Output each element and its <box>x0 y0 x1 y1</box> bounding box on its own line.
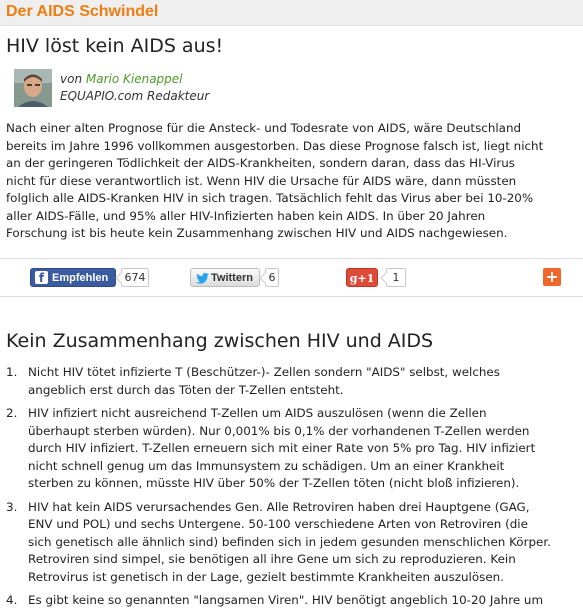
facebook-icon: f <box>35 271 48 284</box>
google-plus-count <box>386 268 406 287</box>
facebook-count <box>121 268 149 287</box>
list-item-number: 3. <box>6 499 18 514</box>
list-item <box>0 592 583 610</box>
author-role: EQUAPIO.com Redakteur <box>60 89 210 103</box>
list-item-text <box>28 364 583 399</box>
divider <box>0 296 583 297</box>
byline-prefix: von <box>60 72 86 86</box>
byline-author-line <box>60 71 209 88</box>
intro-line: nicht für diese verantwortlich ist. Wenn HIV die Ursache für AIDS wäre, dann müssten <box>6 173 517 188</box>
intro-line: Forschung ist bis heute kein Zusammenhang zwischen HIV und AIDS nachgewiesen. <box>6 226 508 240</box>
list-item-number: 1. <box>6 365 18 379</box>
intro-line: folglich alle AIDS-Kranken HIV in sich tragen. Tatsächlich fehlt das Virus aber bei 10-20% <box>6 191 534 205</box>
byline <box>60 71 209 105</box>
facebook-recommend-button[interactable] <box>30 268 116 287</box>
list-item-line: sich genetisch alle ähnlich sind) befinden sich in jedem gesunden menschlichen Körper. <box>28 534 551 549</box>
divider <box>0 258 583 259</box>
twitter-bird-icon <box>196 273 209 284</box>
google-plus-count-value: 1 <box>392 271 400 284</box>
list-item-line: ENV und POL) und sechs Untergene. 50-100 verschiedene Arten von Retroviren (die <box>28 517 528 531</box>
google-plus-one-button[interactable] <box>346 268 378 287</box>
list-item-text <box>28 592 583 610</box>
list-item <box>0 364 583 399</box>
section-header-bar <box>0 0 583 26</box>
list-item-line: überhaupt sterben würden). Nur 0,001% bis 0,1% der vorhandenen T-Zellen werden <box>28 423 530 438</box>
intro-line: aller AIDS-Fälle, und 95% aller HIV-Infizierten haben kein AIDS. In über 20 Jahren <box>6 208 486 223</box>
twitter-count-value: 6 <box>268 271 276 284</box>
section-title[interactable]: Der AIDS Schwindel <box>6 3 159 20</box>
article-title: HIV löst kein AIDS aus! <box>6 35 224 57</box>
list-item-line: Nicht HIV tötet infizierte T (Beschützer-)- Zellen sondern "AIDS" selbst, welches <box>28 365 500 379</box>
list-item-line: HIV hat kein AIDS verursachendes Gen. Alle Retroviren haben drei Hauptgene (GAG, <box>28 499 530 514</box>
intro-line: an der geringeren Tödlichkeit der AIDS-Krankheiten, sondern daran, dass das HI-Virus <box>6 156 515 170</box>
list-item-text <box>28 405 583 493</box>
list-item-line: HIV infiziert nicht ausreichend T-Zellen um AIDS auszulösen (wenn die Zellen <box>28 406 487 420</box>
twitter-tweet-button[interactable] <box>190 268 260 287</box>
list-item-number: 2. <box>6 406 18 420</box>
intro-line: bereits im Jahre 1996 vollkommen ausgestorben. Das diese Prognose falsch ist, liegt nicht <box>6 138 544 153</box>
intro-paragraph <box>6 120 580 243</box>
intro-line: Nach einer alten Prognose für die Ansteck- und Todesrate von AIDS, wäre Deutschland <box>6 121 522 135</box>
argument-list <box>0 364 583 616</box>
list-item-number: 4. <box>6 593 18 607</box>
list-item-line: sterben zu können, müsste HIV über 50% der T-Zellen töten (nicht bloß infizieren). <box>28 476 520 490</box>
author-avatar[interactable] <box>14 69 52 107</box>
list-item-line: angeblich erst durch das Töten der T-Zellen entsteht. <box>28 382 344 397</box>
list-item-line: nicht schnell genug um das Immunsystem zu schädigen. Um an einer Krankheit <box>28 458 505 473</box>
author-link[interactable]: Mario Kienappel <box>85 72 183 86</box>
twitter-tweet-label: Twittern <box>211 272 253 284</box>
list-item-text <box>28 499 583 587</box>
google-plus-one-label: g+1 <box>349 272 375 285</box>
section-heading: Kein Zusammenhang zwischen HIV und AIDS <box>6 330 434 352</box>
more-share-plus-button[interactable]: + <box>543 268 561 286</box>
list-item-line: Retrovirus ist genetisch in der Lage, gezielt bestimmte Krankheiten auszulösen. <box>28 569 504 584</box>
twitter-count <box>265 268 279 287</box>
facebook-count-value: 674 <box>124 271 146 284</box>
list-item-line: Es gibt keine so genannten "langsamen Viren". HIV benötigt angeblich 10-20 Jahre um <box>28 593 544 607</box>
list-item-line: durch HIV infiziert. T-Zellen erneuern sich mit einer Rate von 5% pro Tag. HIV infiziert <box>28 441 536 455</box>
list-item <box>0 499 583 587</box>
list-item-line: Retroviren sind simpel, sie benötigen all ihre Gene um sich zu reproduzieren. Kein <box>28 552 516 566</box>
facebook-recommend-label: Empfehlen <box>52 272 109 284</box>
list-item <box>0 405 583 493</box>
